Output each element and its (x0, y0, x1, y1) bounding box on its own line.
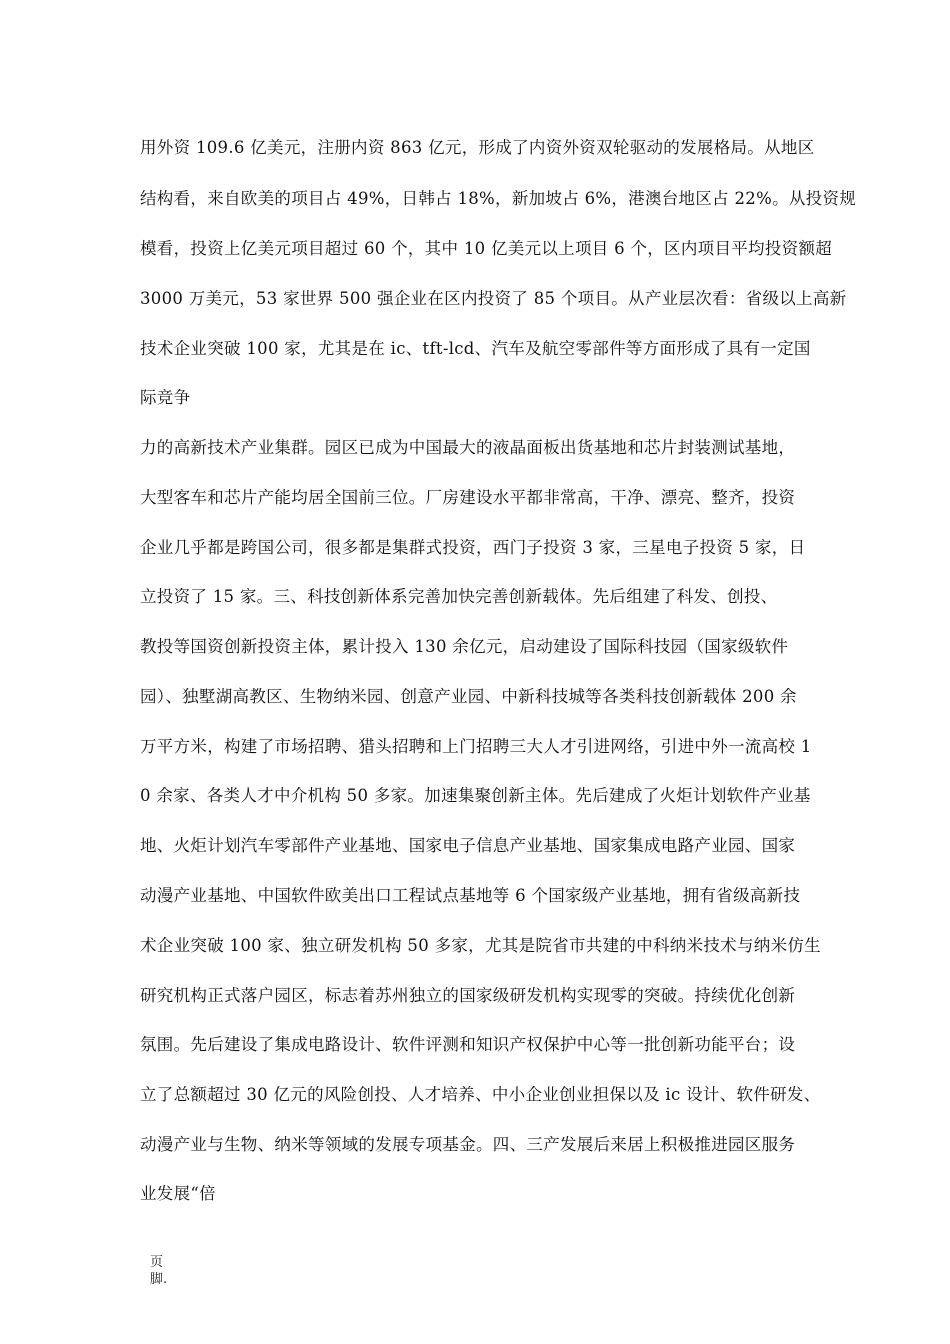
text-line: 教投等国资创新投资主体，累计投入 130 余亿元，启动建设了国际科技园（国家级软件 (140, 637, 789, 656)
text-line: 模看，投资上亿美元项目超过 60 个，其中 10 亿美元以上项目 6 个，区内项目平均投资额超 (140, 239, 833, 258)
text-line: 园）、独墅湖高教区、生物纳米园、创意产业园、中新科技城等各类科技创新载体 200 余 (140, 687, 797, 706)
text-line: 0 余家、各类人才中介机构 50 多家。加速集聚创新主体。先后建成了火炬计划软件产业基 (140, 786, 811, 805)
text-line: 际竞争 (140, 388, 191, 407)
text-line: 力的高新技术产业集群。园区已成为中国最大的液晶面板出货基地和芯片封装测试基地， (140, 438, 796, 457)
text-line: 万平方米，构建了市场招聘、猎头招聘和上门招聘三大人才引进网络，引进中外一流高校 1 (140, 737, 812, 756)
text-line: 氛围。先后建设了集成电路设计、软件评测和知识产权保护中心等一批创新功能平台；设 (140, 1035, 796, 1054)
text-line: 3000 万美元，53 家世界 500 强企业在区内投资了 85 个项目。从产业层次看：省级以上高新 (140, 289, 847, 308)
text-line: 结构看，来自欧美的项目占 49%，日韩占 18%，新加坡占 6%，港澳台地区占 22%。从投资规 (140, 189, 857, 208)
page-footer-line-2: 脚. (150, 1272, 168, 1287)
text-line: 研究机构正式落户园区，标志着苏州独立的国家级研发机构实现零的突破。持续优化创新 (140, 986, 796, 1005)
text-line: 技术企业突破 100 家，尤其是在 ic、tft-lcd、汽车及航空零部件等方面形成了具有一定国 (140, 339, 811, 358)
text-line: 业发展“倍 (140, 1184, 216, 1203)
text-line: 术企业突破 100 家、独立研发机构 50 多家，尤其是院省市共建的中科纳米技术与纳米仿生 (140, 936, 821, 955)
text-line: 用外资 109.6 亿美元，注册内资 863 亿元，形成了内资外资双轮驱动的发展格局。从地区 (140, 138, 815, 157)
text-line: 地、火炬计划汽车零部件产业基地、国家电子信息产业基地、国家集成电路产业园、国家 (140, 836, 796, 855)
text-line: 立投资了 15 家。三、科技创新体系完善加快完善创新载体。先后组建了科发、创投、 (140, 587, 778, 606)
text-line: 企业几乎都是跨国公司，很多都是集群式投资，西门子投资 3 家，三星电子投资 5 家，日 (140, 538, 806, 557)
text-line: 大型客车和芯片产能均居全国前三位。厂房建设水平都非常高，干净、漂亮、整齐，投资 (140, 488, 796, 507)
page-footer-line-1: 页 (150, 1255, 164, 1270)
text-line: 动漫产业基地、中国软件欧美出口工程试点基地等 6 个国家级产业基地，拥有省级高新技 (140, 886, 801, 905)
text-line: 动漫产业与生物、纳米等领域的发展专项基金。四、三产发展后来居上积极推进园区服务 (140, 1135, 796, 1154)
text-line: 立了总额超过 30 亿元的风险创投、人才培养、中小企业创业担保以及 ic 设计、软件研发、 (140, 1085, 821, 1104)
